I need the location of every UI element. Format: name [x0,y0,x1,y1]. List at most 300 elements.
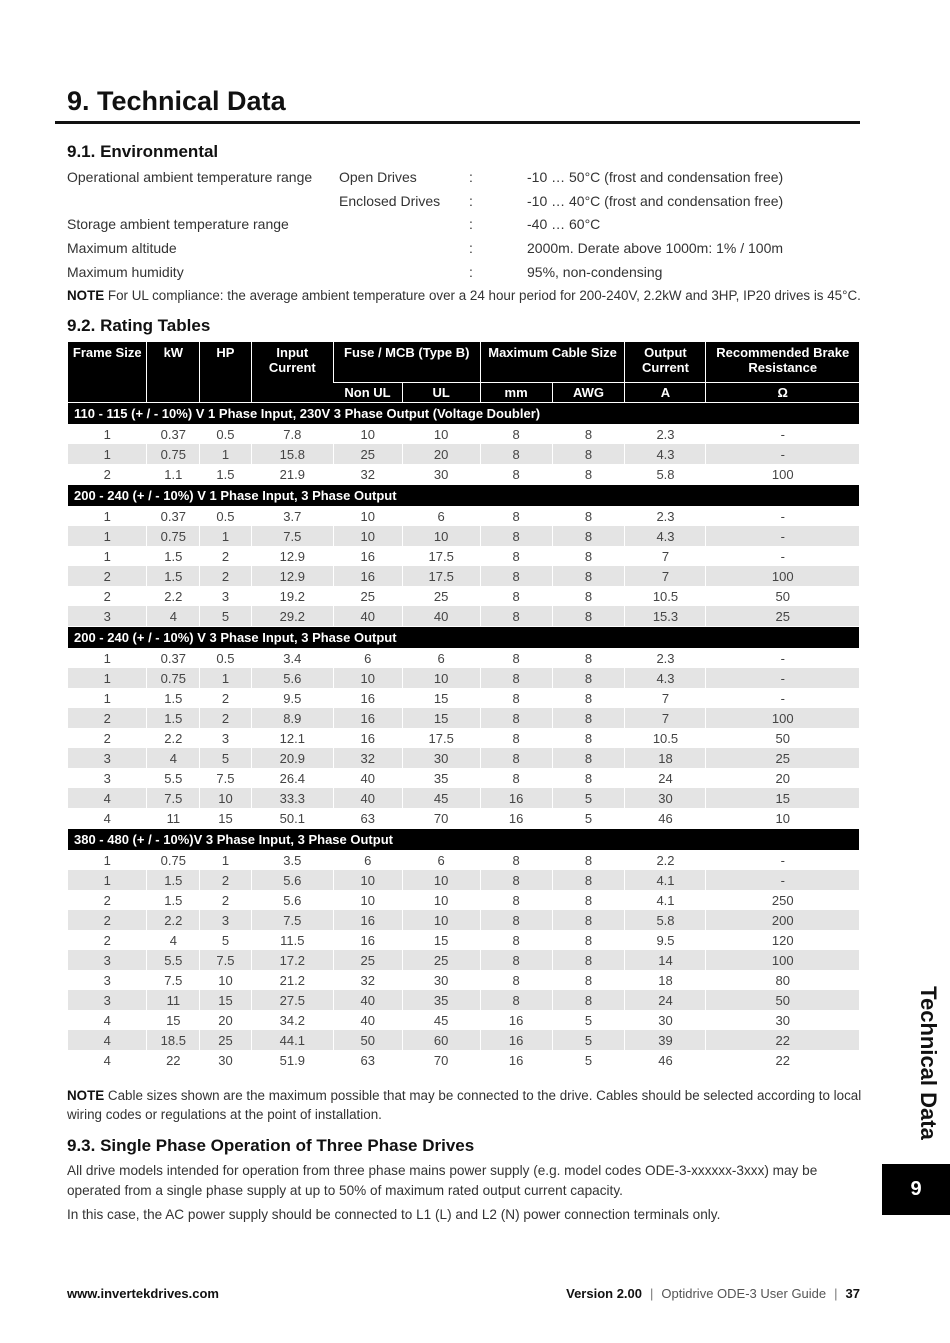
table-cell: 33.3 [251,788,333,808]
title-rule [55,121,860,124]
table-row [68,546,859,566]
table-cell: 8 [552,444,625,464]
group-title: 200 - 240 (+ / - 10%) V 3 Phase Input, 3 Phase Output [68,627,859,649]
table-cell: 20 [402,444,480,464]
table-cell: 0.5 [200,424,252,444]
table-cell: 8 [552,506,625,526]
table-row [68,1050,859,1070]
table-cell: 100 [706,708,859,728]
table-cell: 50 [333,1030,402,1050]
table-cell: 5.8 [625,464,706,485]
environment-row [67,261,867,285]
env-colon: : [469,216,473,233]
table-row [68,748,859,768]
table-cell: 63 [333,1050,402,1070]
table-cell: 0.37 [147,506,200,526]
table-cell: 1.5 [147,890,200,910]
table-cell: 1.5 [147,870,200,890]
table-cell: 45 [402,1010,480,1030]
header-ul: UL [402,383,480,403]
table-cell: 10 [333,870,402,890]
env-label: Storage ambient temperature range [67,216,289,233]
table-cell: 10 [402,526,480,546]
table-cell: 1 [200,444,252,464]
table-cell: - [706,526,859,546]
table-cell: 17.5 [402,546,480,566]
table-cell: 10 [402,910,480,930]
table-row [68,668,859,688]
table-cell: 8 [552,910,625,930]
chapter-number-tab: 9 [882,1164,950,1215]
table-cell: 6 [402,850,480,870]
table-cell: 5.5 [147,768,200,788]
table-cell: 8 [480,890,552,910]
table-cell: 3 [103,972,111,988]
table-cell: 5 [552,808,625,829]
table-cell: 5 [552,788,625,808]
table-row [68,424,859,444]
table-cell: 19.2 [251,586,333,606]
table-cell: 0.75 [147,444,200,464]
table-cell: 25 [200,1030,252,1050]
header-hp: HP [200,342,252,403]
table-cell: 7.5 [147,788,200,808]
table-cell: 3 [200,728,252,748]
table-cell: 20 [706,768,859,788]
table-cell: 8 [552,970,625,990]
table-cell: 2 [103,588,111,604]
table-cell: 22 [147,1050,200,1070]
table-cell: 50.1 [251,808,333,829]
env-sublabel: Open Drives [339,169,417,185]
table-cell: 8 [480,668,552,688]
env-colon: : [469,240,473,257]
note-label: NOTE [67,288,105,303]
env-colon: : [469,263,473,280]
table-cell: 18 [625,748,706,768]
table-cell: 5 [200,930,252,950]
environment-row [67,237,867,261]
table-cell: 8 [552,850,625,870]
table-row [68,808,859,829]
table-cell: 7.5 [251,526,333,546]
table-cell: 15 [200,990,252,1010]
table-cell: 12.1 [251,728,333,748]
table-row [68,1010,859,1030]
page-title: 9. Technical Data [67,86,286,116]
table-cell: 8 [552,930,625,950]
note-label: NOTE [67,1088,105,1103]
table-cell: 1.5 [147,708,200,728]
table-row [68,506,859,526]
table-cell: 8 [480,648,552,668]
group-header-row [68,829,859,851]
table-cell: 40 [333,768,402,788]
table-cell: 8 [480,850,552,870]
table-cell: 9.5 [251,688,333,708]
table-cell: - [706,424,859,444]
table-cell: 15 [200,808,252,829]
table-cell: 12.9 [251,566,333,586]
header-kw: kW [147,342,200,403]
table-cell: 80 [706,970,859,990]
table-cell: 16 [480,1010,552,1030]
table-cell: 8 [480,748,552,768]
table-cell: 2 [103,932,111,948]
table-cell: 8 [552,668,625,688]
table-cell: 15 [402,688,480,708]
table-cell: 100 [706,464,859,485]
table-cell: 10 [333,526,402,546]
table-cell: 4.3 [625,444,706,464]
table-cell: 70 [402,808,480,829]
table-cell: 16 [480,1050,552,1070]
table-cell: 12.9 [251,546,333,566]
table-row [68,950,859,970]
header-mm: mm [480,383,552,403]
table-cell: 11 [147,990,200,1010]
table-cell: 16 [333,546,402,566]
table-cell: - [706,850,859,870]
table-cell: 8 [480,708,552,728]
table-row [68,648,859,668]
table-cell: 16 [480,788,552,808]
table-cell: 40 [402,606,480,627]
table-cell: 25 [402,586,480,606]
table-cell: 5 [552,1050,625,1070]
header-frame-size: Frame Size [68,342,147,403]
table-cell: 0.5 [200,648,252,668]
table-cell: 1.5 [147,566,200,586]
table-cell: 46 [625,808,706,829]
section-heading-single-phase: 9.3. Single Phase Operation of Three Phase Drives [67,1136,475,1155]
table-cell: 3 [68,950,147,970]
table-cell: 8 [552,728,625,748]
table-cell: 16 [480,1030,552,1050]
table-cell: 1 [68,526,147,546]
table-cell: - [706,668,859,688]
table-cell: 46 [625,1050,706,1070]
table-cell: 8 [552,566,625,586]
group-header-row [68,403,859,425]
table-cell: 25 [402,950,480,970]
table-cell: 3 [103,770,111,786]
table-cell: 1 [103,548,111,564]
group-title: 380 - 480 (+ / - 10%)V 3 Phase Input, 3 Phase Output [68,829,859,851]
table-cell: 14 [625,950,706,970]
table-row [68,586,859,606]
table-cell: 10 [402,870,480,890]
cable-note [67,1086,862,1124]
table-cell: 10 [200,970,252,990]
table-row [68,910,859,930]
table-cell: 8 [480,728,552,748]
table-cell: 8 [480,464,552,485]
ul-note [67,286,862,305]
table-cell: 2 [68,910,147,930]
table-cell: 200 [706,910,859,930]
table-cell: 63 [333,808,402,829]
table-cell: 8 [552,950,625,970]
table-cell: 4 [103,1012,111,1028]
table-cell: 10 [333,668,402,688]
table-cell: 7 [625,566,706,586]
table-row [68,566,859,586]
table-row [68,930,859,950]
side-chapter-label: Technical Data [916,986,941,1140]
table-cell: 8.9 [251,708,333,728]
table-cell: 21.9 [251,464,333,485]
table-cell: 2.2 [147,728,200,748]
table-cell: 16 [333,728,402,748]
table-cell: 5.8 [625,910,706,930]
table-cell: 1 [200,850,252,870]
table-cell: 3.7 [251,506,333,526]
table-cell: 18.5 [147,1030,200,1050]
table-cell: 26.4 [251,768,333,788]
table-cell: 4.3 [625,668,706,688]
table-cell: 32 [333,748,402,768]
table-cell: 8 [552,870,625,890]
table-cell: 45 [402,788,480,808]
table-cell: 30 [402,464,480,485]
table-cell: 10 [402,668,480,688]
table-cell: 250 [706,890,859,910]
table-cell: 8 [552,688,625,708]
table-cell: 1 [68,668,147,688]
env-colon: : [469,192,473,209]
group-header-row [68,627,859,649]
environment-list [67,166,867,284]
table-cell: 15 [147,1010,200,1030]
table-cell: 5.5 [147,950,200,970]
table-cell: 30 [706,1010,859,1030]
table-cell: 8 [480,526,552,546]
table-row [68,464,859,485]
table-cell: 16 [333,930,402,950]
note-text: Cable sizes shown are the maximum possible that may be connected to the drive. Cables should be selected according to local wiring codes or regulations at the point of installation. [67,1088,862,1122]
table-cell: 7.5 [200,768,252,788]
footer-separator: | [650,1286,654,1301]
table-cell: 2 [103,730,111,746]
table-cell: 8 [480,586,552,606]
group-header-row [68,485,859,507]
table-cell: 5.6 [251,668,333,688]
table-cell: 5 [200,606,252,627]
table-cell: 8 [552,546,625,566]
table-cell: 1 [103,650,111,666]
table-cell: 4.1 [625,890,706,910]
footer-guide-title: Optidrive ODE-3 User Guide [661,1286,827,1301]
table-cell: 34.2 [251,1010,333,1030]
table-cell: 0.75 [147,850,200,870]
table-cell: 18 [625,970,706,990]
table-cell: 8 [480,930,552,950]
table-cell: 2 [103,892,111,908]
table-cell: 16 [333,910,402,930]
table-cell: 2 [200,890,252,910]
table-cell: 22 [706,1030,859,1050]
table-cell: 4 [68,788,147,808]
table-cell: 8 [480,688,552,708]
section-heading-environmental: 9.1. Environmental [67,142,219,161]
table-cell: 25 [706,606,859,627]
table-cell: 1.5 [147,688,200,708]
table-cell: 4.1 [625,870,706,890]
table-row [68,708,859,728]
table-cell: 2.2 [147,910,200,930]
table-cell: 8 [480,424,552,444]
table-cell: 8 [552,526,625,546]
table-cell: 2 [200,688,252,708]
table-cell: 25 [706,748,859,768]
table-cell: 1.5 [200,464,252,485]
table-cell: 32 [333,464,402,485]
table-row [68,728,859,748]
table-cell: 11.5 [251,930,333,950]
table-cell: 20 [200,1010,252,1030]
table-cell: 8 [552,768,625,788]
table-cell: 4 [147,748,200,768]
table-cell: 3 [68,990,147,1010]
table-cell: 3 [68,606,147,627]
table-cell: 4 [103,1052,111,1068]
table-cell: 21.2 [251,970,333,990]
table-cell: 2.3 [625,648,706,668]
table-cell: 25 [333,444,402,464]
table-cell: 10.5 [625,586,706,606]
header-awg: AWG [552,383,625,403]
note-text: For UL compliance: the average ambient temperature over a 24 hour period for 200-240V, 2.2kW and 3HP, IP20 drives is 45°C. [104,288,861,303]
header-input-current: Input Current [251,342,333,403]
table-cell: 10 [402,890,480,910]
footer-page-number: 37 [845,1286,860,1301]
table-cell: 1.5 [147,546,200,566]
table-cell: 1.1 [147,464,200,485]
table-cell: 17.2 [251,950,333,970]
table-cell: 44.1 [251,1030,333,1050]
table-cell: 40 [333,788,402,808]
table-cell: 6 [333,648,402,668]
table-cell: 5 [552,1010,625,1030]
table-cell: 7.5 [147,970,200,990]
table-cell: 20.9 [251,748,333,768]
header-cable-size: Maximum Cable Size [480,342,625,383]
table-cell: 10 [200,788,252,808]
table-cell: 50 [706,990,859,1010]
table-row [68,870,859,890]
table-cell: 2 [200,870,252,890]
table-cell: - [706,870,859,890]
footer-version: Version 2.00 [566,1286,643,1301]
table-cell: 30 [402,748,480,768]
env-label: Maximum humidity [67,263,184,280]
table-cell: 30 [625,788,706,808]
table-cell: 16 [480,808,552,829]
table-cell: 50 [706,586,859,606]
table-cell: 30 [625,1010,706,1030]
table-cell: 40 [333,1010,402,1030]
table-row [68,688,859,708]
header-brake-resistance: Recommended Brake Resistance [706,342,859,383]
table-cell: 27.5 [251,990,333,1010]
table-cell: 5 [552,1030,625,1050]
table-cell: 10 [333,506,402,526]
table-cell: 7.5 [200,950,252,970]
table-cell: 3 [68,748,147,768]
rating-table-body [68,403,859,1071]
table-cell: 30 [402,970,480,990]
table-cell: 5 [200,748,252,768]
table-cell: 5.6 [251,890,333,910]
table-cell: 15 [706,788,859,808]
table-cell: 2 [68,708,147,728]
table-cell: 8 [480,990,552,1010]
environment-row [67,190,867,214]
rating-table [68,342,859,1070]
table-cell: 15 [402,708,480,728]
table-row [68,444,859,464]
env-value: -40 … 60°C [527,216,601,233]
header-amps: A [625,383,706,403]
table-cell: 6 [402,506,480,526]
table-cell: - [706,506,859,526]
section-heading-rating-tables: 9.2. Rating Tables [67,316,211,335]
table-cell: 16 [333,566,402,586]
table-cell: 15.8 [251,444,333,464]
table-cell: 11 [147,808,200,829]
table-cell: 10 [333,890,402,910]
table-cell: 120 [706,930,859,950]
table-cell: 3 [200,586,252,606]
table-cell: 4.3 [625,526,706,546]
table-cell: 4 [147,930,200,950]
table-cell: 8 [552,748,625,768]
table-cell: 0.75 [147,526,200,546]
table-cell: 2.2 [147,586,200,606]
table-cell: 8 [552,606,625,627]
table-cell: 3 [200,910,252,930]
table-cell: 8 [552,890,625,910]
table-cell: 24 [625,768,706,788]
env-label: Operational ambient temperature range [67,169,313,185]
table-cell: 2.3 [625,506,706,526]
table-cell: 8 [480,910,552,930]
table-cell: 1 [200,668,252,688]
table-cell: 0.75 [147,668,200,688]
table-cell: 1 [68,444,147,464]
table-cell: 40 [333,606,402,627]
table-cell: 1 [103,690,111,706]
table-cell: 8 [480,950,552,970]
table-cell: 3.5 [251,850,333,870]
env-value: 2000m. Derate above 1000m: 1% / 100m [527,240,784,257]
table-row [68,606,859,627]
table-cell: 30 [200,1050,252,1070]
table-cell: 17.5 [402,566,480,586]
table-cell: 8 [480,444,552,464]
table-cell: 32 [333,970,402,990]
table-cell: 7.8 [251,424,333,444]
table-cell: 7 [625,708,706,728]
environment-row [67,166,867,190]
header-output-current: Output Current [625,342,706,383]
table-cell: - [706,444,859,464]
table-cell: 7 [625,688,706,708]
table-row [68,526,859,546]
table-cell: 25 [333,586,402,606]
table-cell: 8 [552,464,625,485]
